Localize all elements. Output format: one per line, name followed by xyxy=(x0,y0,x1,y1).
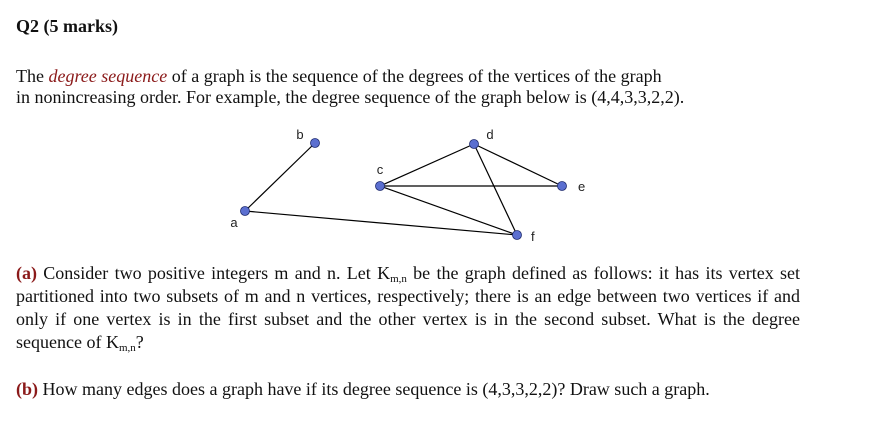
vertex-label-c: c xyxy=(376,162,384,177)
question-title: Q2 (5 marks) xyxy=(16,16,118,36)
part-a-text-3: ? xyxy=(135,332,144,352)
example-graph xyxy=(0,120,872,250)
vertex-label-f: f xyxy=(531,229,535,244)
vertex-label-e: e xyxy=(578,179,586,194)
vertex-f xyxy=(513,231,522,240)
intro-paragraph xyxy=(16,66,856,108)
intro-pre: The xyxy=(16,66,49,86)
part-b-tag: (b) xyxy=(16,379,38,399)
vertex-a xyxy=(241,207,250,216)
part-a-subscript-2: m,n xyxy=(118,342,136,354)
part-a-text-2: be the graph defined as follows: it has its vertex set partitioned into two subsets of m and n vertices, respectively; there is an edge between two vertices if and only if one vertex is in the first subset and the other vertex is in the second subset. What is the degree sequence of K xyxy=(16,263,800,352)
part-a-text-1: Consider two positive integers m and n. Let K xyxy=(37,263,391,283)
vertex-label-d: d xyxy=(486,127,494,142)
edge-c-d xyxy=(380,144,474,186)
part-a-subscript-1: m,n xyxy=(390,273,407,285)
part-a-tag: (a) xyxy=(16,263,37,283)
vertex-c xyxy=(376,182,385,191)
part-b-text: How many edges does a graph have if its degree sequence is (4,3,3,2,2)? Draw such a graph. xyxy=(38,379,710,399)
vertex-d xyxy=(470,140,479,149)
edge-c-f xyxy=(380,186,517,235)
part-a xyxy=(16,262,800,354)
intro-term: degree sequence xyxy=(48,66,168,86)
vertex-b xyxy=(311,139,320,148)
vertex-label-a: a xyxy=(230,215,238,230)
edge-a-b xyxy=(245,143,315,211)
edge-a-f xyxy=(245,211,517,235)
edge-d-e xyxy=(474,144,562,186)
intro-line2: in nonincreasing order. For example, the degree sequence of the graph below is (4,4,3,3,2,2). xyxy=(16,87,685,107)
part-b xyxy=(16,378,800,401)
vertex-e xyxy=(558,182,567,191)
vertex-label-b: b xyxy=(296,127,304,142)
intro-line1-rest: of a graph is the sequence of the degrees of the vertices of the graph xyxy=(167,66,662,86)
